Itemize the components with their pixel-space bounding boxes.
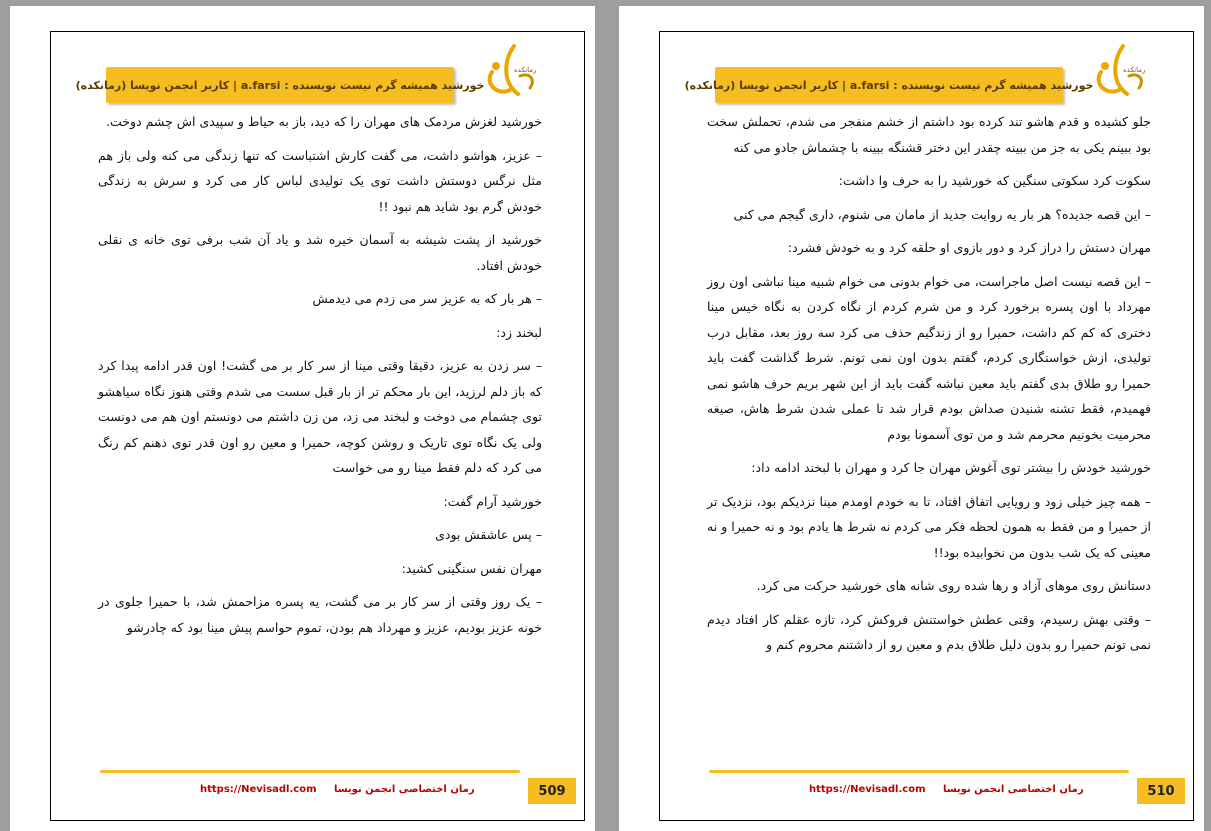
page-header xyxy=(75,67,485,103)
paragraph: – هر بار که به عزیز سر می زدم می دیدمش xyxy=(312,291,542,306)
paragraph: – یک روز وقتی از سر کار بر می گشت، یه پسره مزاحمش شد، با حمیرا جلوی در خونه عزیز بودیم، عزیز و مهرداد هم بودن، تموم حواسم پیش مینا بود که چادرشو xyxy=(98,594,542,635)
page-510 xyxy=(619,6,1204,831)
footer-url-link[interactable]: https://Nevisadl.com xyxy=(200,784,317,795)
header-text: خورشید همیشه گرم نیست نویسنده : a.farsi | کاربر انجمن نویسا (رمانکده) xyxy=(75,78,485,92)
footer-divider xyxy=(709,770,1129,773)
logo-text: رمانکده xyxy=(514,66,537,74)
paragraph: مهران نفس سنگینی کشید: xyxy=(401,560,542,576)
paragraph: خورشید از پشت شیشه به آسمان خیره شد و یاد آن شب برفی توی خانه ی نقلی خودش افتاد. xyxy=(98,232,542,273)
page-number: 510 xyxy=(1137,778,1185,804)
footer-divider xyxy=(100,770,520,773)
paragraph: مهران دستش را دراز کرد و دور بازوی او حلقه کرد و به خودش فشرد: xyxy=(787,240,1151,255)
paragraph: جلو کشیده و قدم هاشو تند کرده بود داشتم از خشم منفجر می شدم، تحملش سخت بود ببینم یکی به جز من ببینه چقدر این دختر قشنگه ببینه با چشماش جادو می کنه xyxy=(707,114,1151,155)
novel-logo-icon xyxy=(1083,42,1153,102)
page-body xyxy=(98,109,542,648)
paragraph: – این قصه جدیده؟ هر بار یه روایت جدید از مامان می شنوم، داری گیجم می کنی xyxy=(733,206,1151,222)
header-text: خورشید همیشه گرم نیست نویسنده : a.farsi | کاربر انجمن نویسا (رمانکده) xyxy=(684,78,1094,92)
page-header xyxy=(684,67,1094,103)
page-footer xyxy=(200,784,475,795)
logo-text: رمانکده xyxy=(1123,66,1146,74)
paragraph: – سر زدن به عزیز، دقیقا وقتی مینا از سر کار بر می گشت! اون قدر ادامه پیدا کرد که باز دلم لرزید، این بار محکم تر از بار قبل سست می شدم وقتی هنوز نگاه سیاهشو توی چشمام می دوخت و لبخند می زد، من زن داشتم می دونستم اون هم می دونست ولی یک نگاه توی تاریک و روشن کوچه، حمیرا و معین رو اون قدر توی ذهنم کم رنگ می کرد که دلم فقط مینا رو می خواست xyxy=(98,358,542,475)
footer-novel-label: رمان اختصاصی انجمن نویسا xyxy=(942,784,1084,795)
paragraph: سکوت کرد سکوتی سنگین که خورشید را به حرف وا داشت: xyxy=(838,173,1151,188)
paragraph: خورشید لغزش مردمک های مهران را که دید، باز به حیاط و سپیدی اش چشم دوخت. xyxy=(106,114,542,129)
paragraph: دستانش روی موهای آزاد و رها شده روی شانه های خورشید حرکت می کرد. xyxy=(756,578,1151,593)
paragraph: – این قصه نیست اصل ماجراست، می خوام بدونی می خوام شبیه مینا نباشی اون روز مهرداد با اون پسره برخورد کرد و من شرم کردم از نگاه کردن به نگاه خیس مینا دختری که کم کم داشت، حمیرا رو از زندگیم حذف می کرد سه روز بعد، مقابل درب تولیدی، ازش خواستگاری کردم، گفتم بدون اون نمی تونم. شرط گذاشت گفت باید حمیرا رو طلاق بدی گفتم باید معین نباشه گفت باید از این شهر بریم حرف هاشو نمی فهمیدم، فقط تشنه شنیدن صداش بودم قرار شد تا عملی شدن شرط هاش، صیغه محرمیت بخونیم محرمم شد و من توی آسمونا بودم xyxy=(707,273,1151,442)
paragraph: – وقتی بهش رسیدم، وقتی عطش خواستنش فروکش کرد، تازه عقلم کار افتاد دیدم نمی تونم حمیرا رو بدون دلیل طلاق بدم و معین رو از داشتنم محروم کنم و xyxy=(707,611,1151,652)
novel-logo-icon xyxy=(474,42,544,102)
page-509 xyxy=(10,6,595,831)
footer-url-link[interactable]: https://Nevisadl.com xyxy=(809,784,926,795)
paragraph: – همه چیز خیلی زود و رویایی اتفاق افتاد، تا به خودم اومدم مینا نزدیکم بود، نزدیک تر از حمیرا و من فقط به همون لحظه فکر می کردم نه شرط ها یادم بود و نه حمیرا و نه معینی که یک شب بدون من نخوابیده بود!! xyxy=(707,493,1151,560)
page-body xyxy=(707,109,1151,666)
paragraph: لبخند زد: xyxy=(496,324,542,340)
paragraph: – عزیز، هواشو داشت، می گفت کارش اشتباست که تنها زندگی می کنه ولی باز هم مثل نرگس دوستش داشت توی یک تولیدی لباس کار می کرد و سرش به زندگی خودش گرم بود شاید هم نبود !! xyxy=(98,147,542,214)
paragraph: – پس عاشقش بودی xyxy=(435,527,542,542)
page-footer xyxy=(809,784,1084,795)
paragraph: خورشید خودش را بیشتر توی آغوش مهران جا کرد و مهران با لبخند ادامه داد: xyxy=(751,460,1151,475)
footer-novel-label: رمان اختصاصی انجمن نویسا xyxy=(333,784,475,795)
paragraph: خورشید آرام گفت: xyxy=(443,493,542,509)
page-number: 509 xyxy=(528,778,576,804)
